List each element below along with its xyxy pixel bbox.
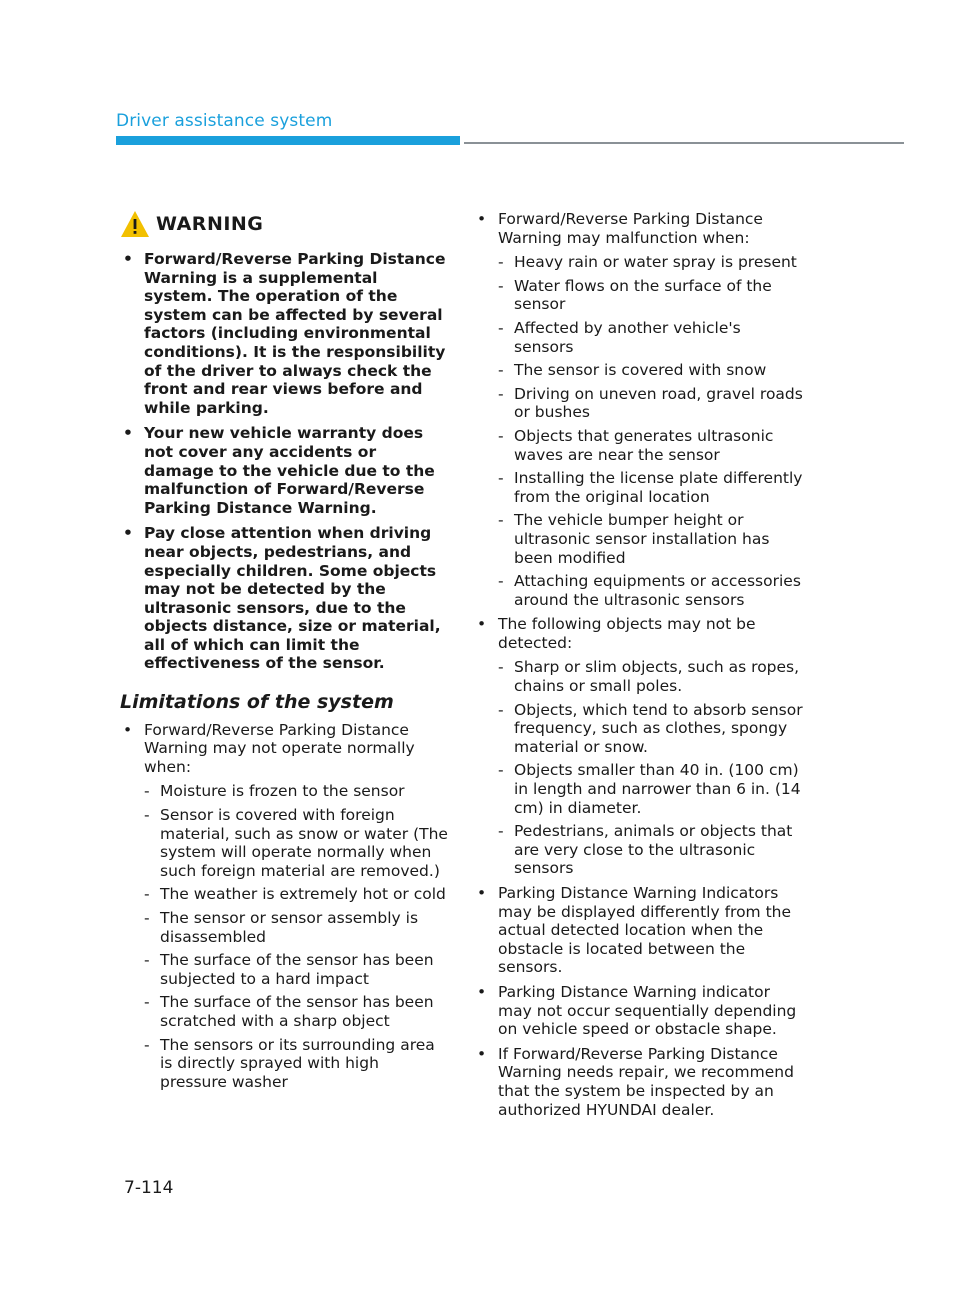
sub-list-item: - Water flows on the surface of the sensor <box>498 277 804 314</box>
not-detected-intro: The following objects may not be detected: <box>498 615 756 652</box>
sub-list-item: - Driving on uneven road, gravel roads or bushes <box>498 385 804 422</box>
sub-list-item: - Objects smaller than 40 in. (100 cm) in length and narrower than 6 in. (14 cm) in diameter. <box>498 761 804 817</box>
sub-list-item: - The surface of the sensor has been scratched with a sharp object <box>144 993 450 1030</box>
sub-list-item: - The sensor is covered with snow <box>498 361 804 380</box>
sub-list-item: - The surface of the sensor has been subjected to a hard impact <box>144 951 450 988</box>
sub-list-item: - Objects, which tend to absorb sensor frequency, such as clothes, spongy material or snow. <box>498 701 804 757</box>
header-rule <box>464 142 904 144</box>
list-item <box>474 210 804 609</box>
warning-item: • Pay close attention when driving near objects, pedestrians, and especially children. Some objects may not be detected by the ultrasonic sensors, due to the objects distance, size or material, all of which can limit the effectiveness of the sensor. <box>120 524 450 673</box>
list-item: • If Forward/Reverse Parking Distance Warning needs repair, we recommend that the system be inspected by an authorized HYUNDAI dealer. <box>474 1045 804 1119</box>
section-title-limitations: Limitations of the system <box>120 691 394 714</box>
limitations-list <box>120 721 450 1092</box>
sub-list-item: - Attaching equipments or accessories around the ultrasonic sensors <box>498 572 804 609</box>
limitations-intro: Forward/Reverse Parking Distance Warning may not operate normally when: <box>144 720 415 776</box>
sub-list-item: - Sensor is covered with foreign material, such as snow or water (The system will operate normally when such foreign material are removed.) <box>144 806 450 880</box>
page-header-title: Driver assistance system <box>116 111 333 131</box>
right-list <box>474 210 804 1119</box>
sub-list-item: - Heavy rain or water spray is present <box>498 253 804 272</box>
sub-list-item: - The weather is extremely hot or cold <box>144 885 450 904</box>
sub-list-item: - The sensors or its surrounding area is directly sprayed with high pressure washer <box>144 1036 450 1092</box>
list-item <box>474 615 804 878</box>
sub-list-item: - The sensor or sensor assembly is disassembled <box>144 909 450 946</box>
sub-list-item: - Affected by another vehicle's sensors <box>498 319 804 356</box>
not-detected-sublist <box>498 658 804 878</box>
sub-list-item: - Installing the license plate differently from the original location <box>498 469 804 506</box>
list-item: • Parking Distance Warning indicator may not occur sequentially depending on vehicle speed or obstacle shape. <box>474 983 804 1039</box>
malfunction-sublist <box>498 253 804 609</box>
left-column <box>120 210 450 1097</box>
sub-list-item: - The vehicle bumper height or ultrasonic sensor installation has been modified <box>498 511 804 567</box>
sub-list-item: - Pedestrians, animals or objects that are very close to the ultrasonic sensors <box>498 822 804 878</box>
warning-list <box>120 250 450 673</box>
list-item: • Parking Distance Warning Indicators may be displayed differently from the actual detected location when the obstacle is located between the sensors. <box>474 884 804 977</box>
sub-list-item: - Moisture is frozen to the sensor <box>144 782 450 801</box>
list-item <box>120 721 450 1092</box>
warning-title: WARNING <box>156 212 264 235</box>
warning-item: • Your new vehicle warranty does not cover any accidents or damage to the vehicle due to the malfunction of Forward/Reverse Parking Distance Warning. <box>120 424 450 517</box>
page-number: 7-114 <box>124 1178 174 1198</box>
limitations-sublist <box>144 782 450 1091</box>
sub-list-item: - Objects that generates ultrasonic waves are near the sensor <box>498 427 804 464</box>
right-column <box>474 210 804 1125</box>
warning-header <box>120 210 450 238</box>
malfunction-intro: Forward/Reverse Parking Distance Warning may malfunction when: <box>498 210 763 247</box>
sub-list-item: - Sharp or slim objects, such as ropes, chains or small poles. <box>498 658 804 695</box>
header-accent-bar <box>116 136 460 145</box>
warning-item: • Forward/Reverse Parking Distance Warning is a supplemental system. The operation of the system can be affected by several factors (including environmental conditions). It is the responsibility of the driver to always check the front and rear views before and while parking. <box>120 250 450 417</box>
warning-triangle-icon <box>120 210 150 238</box>
